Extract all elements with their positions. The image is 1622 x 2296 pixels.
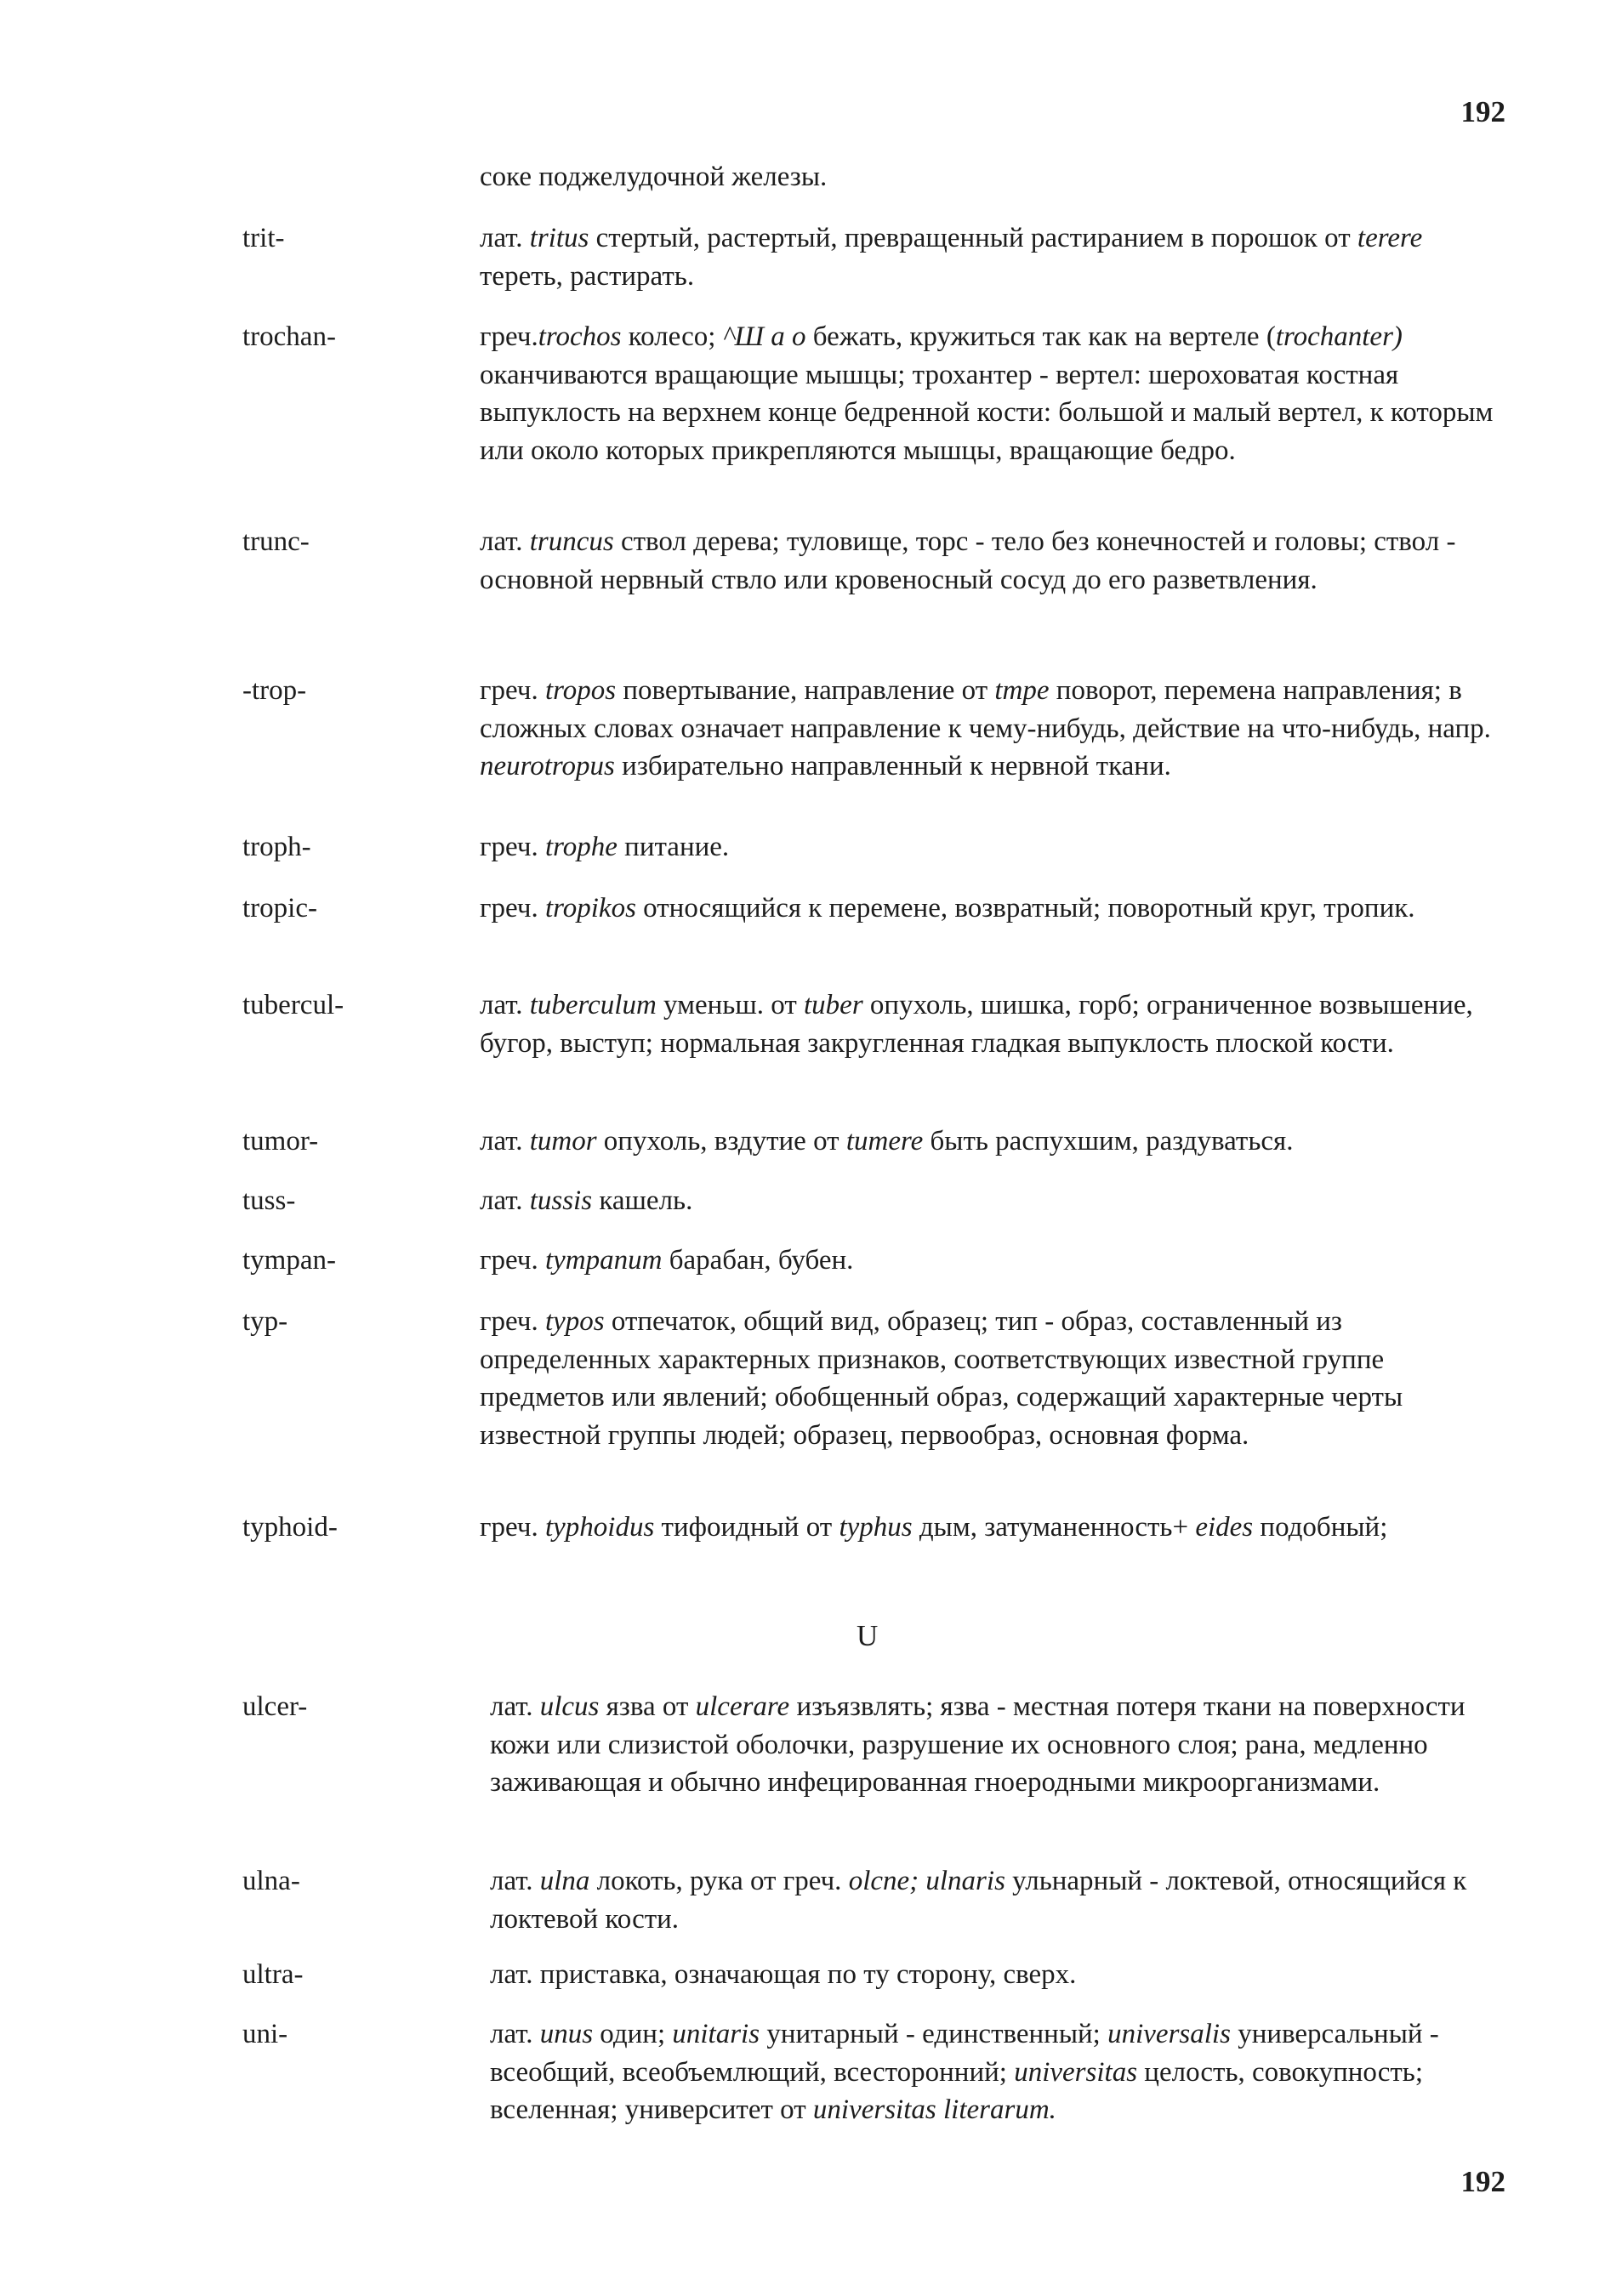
definition-text: греч. bbox=[480, 1245, 545, 1276]
latin-term: universitas bbox=[1014, 2056, 1138, 2088]
definition-text: дым, затуманенность+ bbox=[912, 1512, 1196, 1543]
latin-term: eides bbox=[1195, 1512, 1254, 1543]
latin-term: universalis bbox=[1107, 2019, 1231, 2049]
latin-term: tumor bbox=[529, 1126, 597, 1157]
definition-text: один; bbox=[593, 2019, 673, 2049]
definition-text: лат. bbox=[490, 2019, 540, 2049]
definition-text: колесо; bbox=[621, 321, 723, 352]
section-letter-heading: U bbox=[857, 1619, 879, 1652]
definition-text: поворот, перемена направления; в сложных словах означает направление к чему-нибудь, действие на что-нибудь, напр. bbox=[480, 675, 1491, 744]
definition-text: лат. bbox=[480, 526, 530, 557]
page-number-bottom: 192 bbox=[1460, 2165, 1505, 2198]
entry-term: tropic- bbox=[242, 893, 317, 924]
definition-text: стертый, растертый, превращенный растиранием в порошок от bbox=[589, 223, 1357, 253]
entry-term: tumor- bbox=[242, 1126, 319, 1157]
definition-text: подобный; bbox=[1253, 1512, 1388, 1543]
definition-text: избирательно направленный к нервной ткани. bbox=[614, 751, 1171, 781]
definition-text: относящийся к перемене, возвратный; поворотный круг, тропик. bbox=[635, 893, 1415, 924]
entry-term: uni- bbox=[242, 2019, 288, 2049]
definition-text: уменьш. от bbox=[656, 990, 804, 1020]
entry-term: tympan- bbox=[242, 1245, 336, 1276]
definition-text: тифоидный от bbox=[654, 1512, 839, 1543]
latin-term: typhus bbox=[839, 1512, 913, 1543]
entry-term: ulna- bbox=[242, 1866, 300, 1896]
definition-text: лат. bbox=[480, 990, 530, 1020]
latin-term: tropikos bbox=[544, 893, 636, 924]
latin-term: olcne; bbox=[848, 1866, 919, 1896]
entry-term: tubercul- bbox=[242, 990, 344, 1020]
entry-term: ulcer- bbox=[242, 1691, 308, 1722]
definition-text: питание. bbox=[617, 832, 730, 862]
entry-term: troph- bbox=[242, 832, 311, 862]
latin-term: ulcus bbox=[539, 1691, 600, 1722]
definition-text: лат. bbox=[480, 1185, 530, 1216]
definition-text: греч. bbox=[480, 675, 545, 706]
definition-text: ствол дерева; туловище, торс - тело без конечностей и головы; ствол - основной нервный ствло или кровеносный сосуд до его разветвления. bbox=[480, 526, 1456, 595]
entry-definition bbox=[480, 828, 1500, 867]
entry-definition bbox=[490, 1688, 1511, 1802]
latin-term: tuber bbox=[804, 990, 863, 1020]
definition-text: греч. bbox=[480, 1306, 545, 1337]
entry-definition bbox=[480, 1303, 1500, 1454]
definition-text: оканчиваются вращающие мышцы; трохантер - вертел: шероховатая костная выпуклость на верхнем конце бедренной кости: большой и малый вертел, к которым или около которых прикрепляются мышцы, вращающие бедро. bbox=[480, 359, 1494, 466]
latin-term: tumere bbox=[845, 1126, 924, 1157]
latin-term: tuberculum bbox=[529, 990, 657, 1020]
entry-term: typhoid- bbox=[242, 1512, 338, 1543]
definition-text: изъязвлять; язва - местная потеря ткани на поверхности кожи или слизистой оболочки, разрушение их основного слоя; рана, медленно заживающая и обычно инфецированная гноеродными микроорганизмами. bbox=[490, 1691, 1465, 1798]
entry-term: tuss- bbox=[242, 1185, 296, 1216]
entry-definition bbox=[490, 1862, 1511, 1938]
latin-term: ulcerare bbox=[695, 1691, 790, 1722]
latin-term: unus bbox=[539, 2019, 594, 2049]
entry-term: trit- bbox=[242, 223, 285, 253]
latin-term: trochos bbox=[538, 321, 622, 352]
entry-definition bbox=[480, 318, 1500, 469]
entry-term: -trop- bbox=[242, 675, 307, 706]
latin-term: tussis bbox=[529, 1185, 593, 1216]
entry-term: trunc- bbox=[242, 526, 310, 557]
entry-definition bbox=[480, 1242, 1500, 1280]
entry-definition bbox=[490, 1956, 1511, 1994]
definition-text: лат. bbox=[480, 223, 530, 253]
definition-text: греч. bbox=[480, 893, 545, 924]
definition-text: локоть, рука от греч. bbox=[589, 1866, 849, 1896]
definition-text: лат. приставка, означающая по ту сторону, сверх. bbox=[490, 1959, 1077, 1990]
latin-term: typhoidus bbox=[544, 1512, 655, 1543]
definition-text: греч. bbox=[480, 321, 538, 352]
latin-term: tritus bbox=[529, 223, 589, 253]
entry-definition bbox=[480, 1509, 1500, 1547]
definition-text: лат. bbox=[480, 1126, 530, 1157]
definition-text: кашель. bbox=[592, 1185, 693, 1216]
entry-definition bbox=[480, 672, 1500, 786]
definition-text: бежать, кружиться так как на вертеле ( bbox=[805, 321, 1276, 352]
latin-term: trophe bbox=[544, 832, 617, 862]
entry-term: ultra- bbox=[242, 1959, 304, 1990]
definition-text: отпечаток, общий вид, образец; тип - образ, составленный из определенных характерных признаков, соответствующих известной группе предметов или явлений; обобщенный образ, содержащий характерные черты известной группы людей; образец, первообраз, основная форма. bbox=[480, 1306, 1403, 1451]
definition-text: лат. bbox=[490, 1866, 540, 1896]
page-number-top: 192 bbox=[1460, 95, 1505, 128]
entry-definition bbox=[480, 219, 1500, 295]
latin-term: neurotropus bbox=[480, 751, 615, 781]
definition-text: греч. bbox=[480, 832, 545, 862]
latin-term: tmpe bbox=[994, 675, 1050, 706]
latin-term: ^Ш а о bbox=[722, 321, 806, 352]
entry-definition bbox=[490, 2015, 1511, 2129]
entry-definition bbox=[480, 889, 1500, 928]
latin-term: tympanum bbox=[544, 1245, 663, 1276]
definition-text: унитарный - единственный; bbox=[760, 2019, 1108, 2049]
definition-text: ульнарный - локтевой, относящийся к локтевой кости. bbox=[490, 1866, 1467, 1935]
definition-text: опухоль, вздутие от bbox=[596, 1126, 846, 1157]
definition-text: быть распухшим, раздуваться. bbox=[923, 1126, 1294, 1157]
entry-definition bbox=[480, 1122, 1500, 1161]
definition-text: опухоль, шишка, горб; ограниченное возвышение, бугор, выступ; нормальная закругленная гладкая выпуклость плоской кости. bbox=[480, 990, 1473, 1059]
entry-definition bbox=[480, 986, 1500, 1062]
latin-term: truncus bbox=[529, 526, 614, 557]
latin-term: ulnaris bbox=[925, 1866, 1005, 1896]
latin-term: tropos bbox=[544, 675, 617, 706]
definition-text: лат. bbox=[490, 1691, 540, 1722]
definition-text: повертывание, направление от bbox=[616, 675, 995, 706]
entry-term: typ- bbox=[242, 1306, 288, 1337]
definition-text: барабан, бубен. bbox=[662, 1245, 854, 1276]
definition-text: греч. bbox=[480, 1512, 545, 1543]
latin-term: terere bbox=[1357, 223, 1423, 253]
definition-text: целость, совокупность; вселенная; университет от bbox=[490, 2056, 1424, 2125]
entry-definition bbox=[480, 1182, 1500, 1220]
latin-term: trochanter) bbox=[1275, 321, 1403, 352]
latin-term: typos bbox=[544, 1306, 605, 1337]
latin-term: universitas literarum. bbox=[812, 2094, 1056, 2125]
definition-text: универсальный - всеобщий, всеобъемлющий, всесторонний; bbox=[490, 2019, 1439, 2088]
entry-definition bbox=[480, 523, 1500, 599]
definition-text: тереть, растирать. bbox=[480, 260, 695, 292]
latin-term: unitaris bbox=[672, 2019, 760, 2049]
definition-text: язва от bbox=[599, 1691, 696, 1722]
entry-term: trochan- bbox=[242, 321, 336, 352]
continuation-text: соке поджелудочной железы. bbox=[480, 162, 828, 192]
latin-term: ulna bbox=[539, 1866, 590, 1896]
